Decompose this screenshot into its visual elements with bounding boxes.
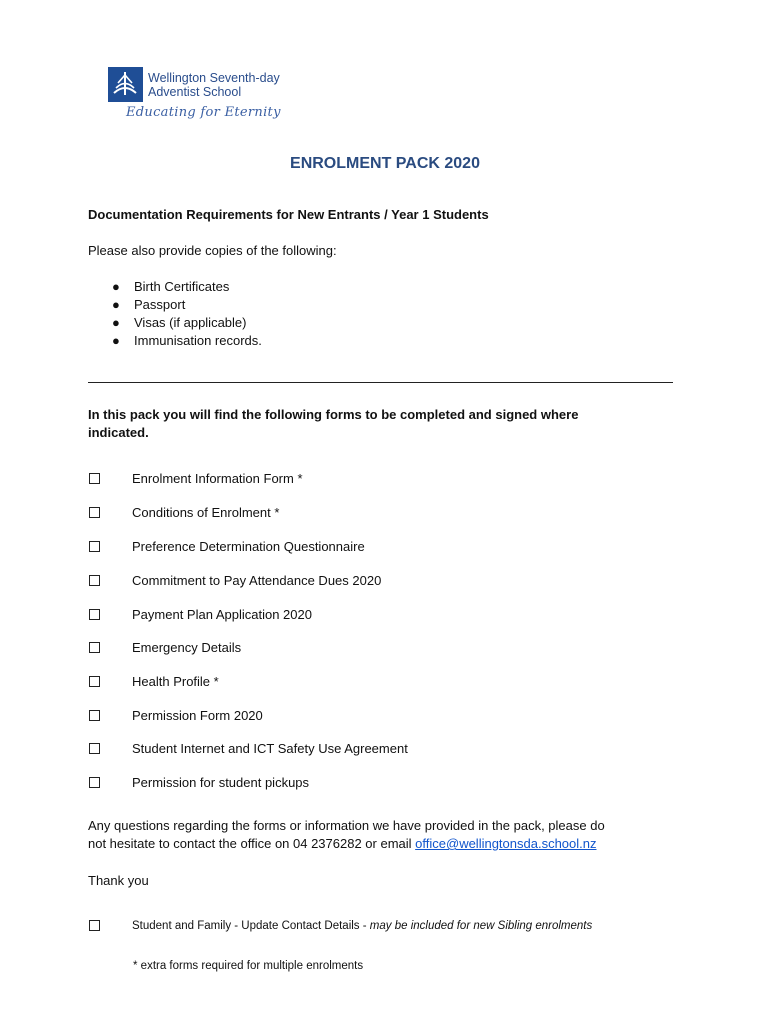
form-label: Payment Plan Application 2020 bbox=[132, 607, 312, 622]
form-checkbox[interactable] bbox=[89, 642, 100, 653]
list-item: ● Immunisation records. bbox=[112, 333, 262, 348]
school-logo bbox=[108, 67, 288, 127]
form-label: Student Internet and ICT Safety Use Agreement bbox=[132, 741, 408, 756]
sibling-form-label: Student and Family - Update Contact Details - may be included for new Sibling enrolments bbox=[132, 920, 593, 932]
list-item: ● Visas (if applicable) bbox=[112, 315, 247, 330]
footnote: * extra forms required for multiple enrolments bbox=[133, 960, 364, 972]
form-checkbox[interactable] bbox=[89, 575, 100, 586]
thank-you: Thank you bbox=[88, 873, 149, 888]
church-emblem-icon bbox=[108, 67, 143, 102]
form-label: Preference Determination Questionnaire bbox=[132, 539, 365, 554]
pack-heading: In this pack you will find the following forms to be completed and signed where indicated. bbox=[88, 407, 579, 440]
form-checkbox[interactable] bbox=[89, 743, 100, 754]
school-tagline: Educating for Eternity bbox=[126, 105, 281, 120]
form-label: Permission for student pickups bbox=[132, 775, 310, 790]
doc-requirements-intro: Please also provide copies of the following: bbox=[88, 243, 337, 258]
contact-text: Any questions regarding the forms or information we have provided in the pack, please do not hesitate to contact the office on 04 2376282 or email office@wellingtonsda.school.nz bbox=[88, 818, 605, 851]
school-name: Wellington Seventh-day Adventist School bbox=[148, 71, 280, 99]
form-label: Conditions of Enrolment * bbox=[132, 505, 280, 520]
form-checkbox[interactable] bbox=[89, 609, 100, 620]
form-checkbox[interactable] bbox=[89, 777, 100, 788]
sibling-checkbox[interactable] bbox=[89, 920, 100, 931]
form-checkbox[interactable] bbox=[89, 676, 100, 687]
form-checkbox[interactable] bbox=[89, 507, 100, 518]
form-checkbox[interactable] bbox=[89, 541, 100, 552]
form-checkbox[interactable] bbox=[89, 473, 100, 484]
form-label: Commitment to Pay Attendance Dues 2020 bbox=[132, 573, 382, 588]
form-label: Enrolment Information Form * bbox=[132, 471, 303, 486]
doc-requirements-heading: Documentation Requirements for New Entrants / Year 1 Students bbox=[88, 207, 489, 222]
form-label: Emergency Details bbox=[132, 640, 242, 655]
form-label: Permission Form 2020 bbox=[132, 708, 263, 723]
list-item: ● Passport bbox=[112, 297, 186, 312]
sibling-note: may be included for new Sibling enrolments bbox=[369, 920, 593, 932]
office-email-link[interactable]: office@wellingtonsda.school.nz bbox=[415, 836, 597, 851]
list-item: ● Birth Certificates bbox=[112, 279, 230, 294]
divider bbox=[88, 382, 673, 383]
form-label: Health Profile * bbox=[132, 674, 219, 689]
page-title: ENROLMENT PACK 2020 bbox=[290, 155, 480, 172]
form-checkbox[interactable] bbox=[89, 710, 100, 721]
